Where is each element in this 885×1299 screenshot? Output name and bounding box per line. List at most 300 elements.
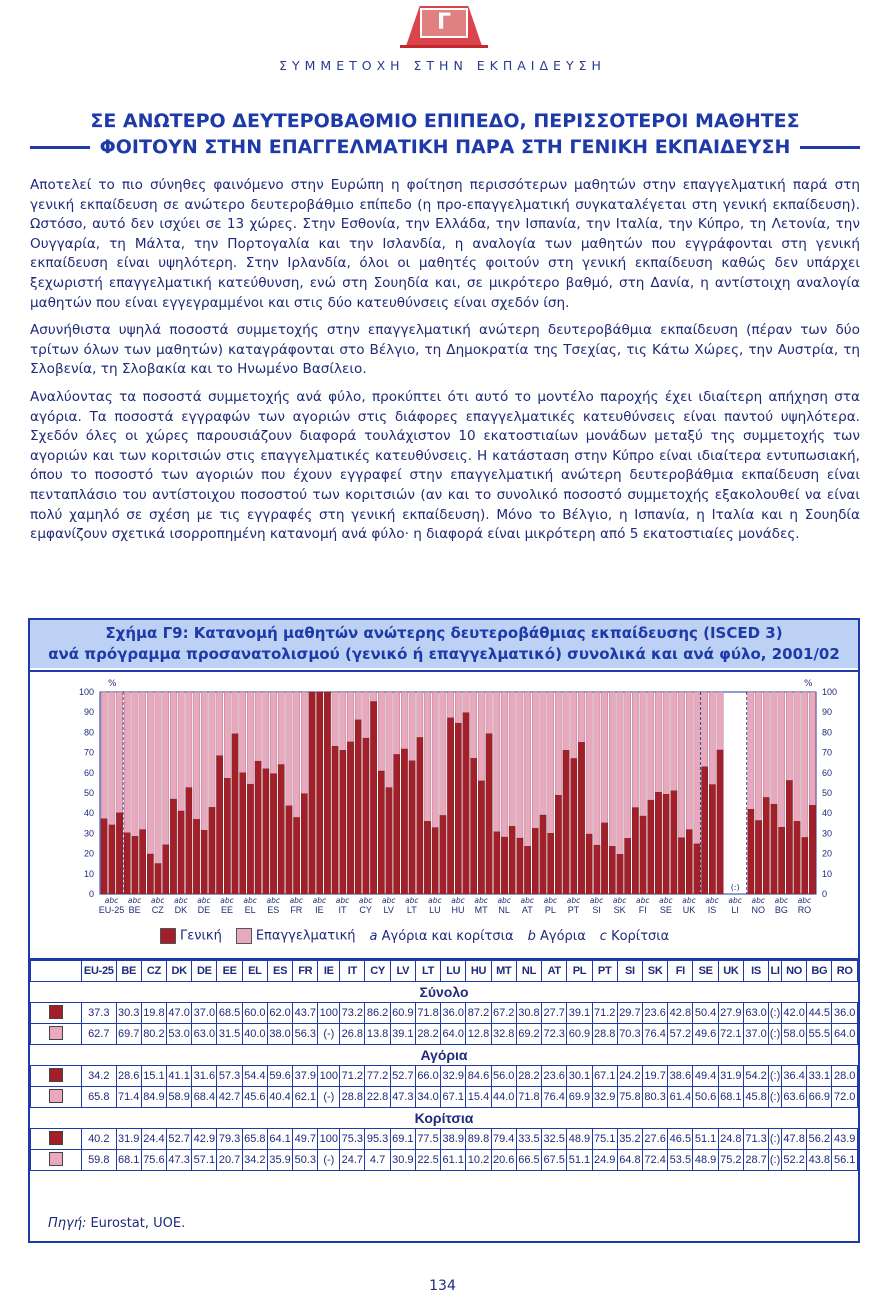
table-cell: 24.8 bbox=[718, 1129, 743, 1150]
table-cell: 34.2 bbox=[242, 1150, 267, 1171]
bar-general bbox=[586, 834, 592, 894]
table-cell: 69.1 bbox=[390, 1129, 415, 1150]
table-cell: 52.7 bbox=[167, 1129, 192, 1150]
bar-general bbox=[247, 784, 253, 894]
table-cell: 27.7 bbox=[542, 1003, 567, 1024]
table-cell: 15.1 bbox=[141, 1066, 166, 1087]
table-cell: 28.0 bbox=[832, 1066, 858, 1087]
bar-general bbox=[378, 771, 384, 894]
table-cell: 33.5 bbox=[516, 1129, 541, 1150]
table-cell: 89.8 bbox=[466, 1129, 491, 1150]
table-cell: 56.2 bbox=[807, 1129, 832, 1150]
abc-label: abc bbox=[220, 896, 234, 905]
y-tick-label-right: 40 bbox=[822, 808, 833, 819]
bar-general bbox=[240, 773, 246, 894]
y-tick-label-left: 80 bbox=[83, 727, 94, 738]
table-cell: 71.8 bbox=[415, 1003, 440, 1024]
table-cell: 47.3 bbox=[390, 1087, 415, 1108]
table-cell: 53.5 bbox=[668, 1150, 693, 1171]
bar-general bbox=[655, 792, 661, 894]
table-cell: 75.1 bbox=[592, 1129, 617, 1150]
table-cell: 40.2 bbox=[82, 1129, 117, 1150]
y-tick-label-right: 30 bbox=[822, 828, 833, 839]
series-marker bbox=[31, 1129, 82, 1150]
table-cell: 44.5 bbox=[807, 1003, 832, 1024]
bar-general bbox=[640, 816, 646, 894]
x-tick-label: EU-25 bbox=[98, 905, 125, 915]
bar-general bbox=[394, 754, 400, 894]
table-cell: 86.2 bbox=[365, 1003, 390, 1024]
table-cell: 31.5 bbox=[217, 1024, 242, 1045]
table-cell: 37.0 bbox=[192, 1003, 217, 1024]
abc-label: abc bbox=[335, 896, 350, 905]
column-header: SI bbox=[617, 961, 642, 982]
bar-general bbox=[755, 820, 761, 894]
column-header: ES bbox=[267, 961, 292, 982]
table-cell: 54.2 bbox=[743, 1066, 768, 1087]
column-header: MT bbox=[491, 961, 516, 982]
column-header: EL bbox=[242, 961, 267, 982]
table-cell: 46.5 bbox=[668, 1129, 693, 1150]
bar-general bbox=[324, 692, 330, 894]
abc-label: abc bbox=[566, 896, 581, 905]
table-cell: 49.4 bbox=[693, 1066, 718, 1087]
table-cell: 58.0 bbox=[782, 1024, 807, 1045]
general-swatch-icon bbox=[49, 1068, 63, 1082]
table-corner bbox=[31, 961, 82, 982]
table-cell: 23.6 bbox=[643, 1003, 668, 1024]
chapter-tab bbox=[406, 6, 482, 46]
bar-general bbox=[340, 750, 346, 894]
bar-general bbox=[802, 837, 808, 894]
x-tick-label: UK bbox=[682, 905, 696, 915]
bar-general bbox=[293, 817, 299, 894]
table-cell: 35.9 bbox=[267, 1150, 292, 1171]
table-cell: 51.1 bbox=[567, 1150, 592, 1171]
bar-general bbox=[132, 836, 138, 894]
y-tick-label-right: 10 bbox=[822, 868, 833, 879]
legend-vocational: Επαγγελματική bbox=[236, 928, 356, 944]
table-cell: 26.8 bbox=[340, 1024, 365, 1045]
x-tick-label: DK bbox=[174, 905, 188, 915]
column-header: SE bbox=[693, 961, 718, 982]
table-cell: 40.4 bbox=[267, 1087, 292, 1108]
table-cell: 59.8 bbox=[82, 1150, 117, 1171]
bar-general bbox=[317, 692, 323, 894]
bar-general bbox=[686, 830, 692, 894]
bar-general bbox=[648, 800, 654, 894]
abc-label: abc bbox=[797, 896, 812, 905]
bar-general bbox=[255, 761, 261, 894]
bar-general bbox=[717, 750, 723, 894]
figure-title bbox=[30, 620, 858, 668]
table-cell: 32.9 bbox=[441, 1066, 466, 1087]
table-cell: 19.7 bbox=[643, 1066, 668, 1087]
table-cell: 37.0 bbox=[743, 1024, 768, 1045]
table-cell: 31.9 bbox=[116, 1129, 141, 1150]
table-cell: 68.5 bbox=[217, 1003, 242, 1024]
table-cell: 87.2 bbox=[466, 1003, 491, 1024]
bar-general bbox=[232, 734, 238, 894]
abc-label: abc bbox=[104, 896, 119, 905]
general-swatch-icon bbox=[49, 1131, 63, 1145]
bar-general bbox=[201, 830, 207, 894]
table-cell: 27.6 bbox=[643, 1129, 668, 1150]
table-cell: (-) bbox=[318, 1150, 340, 1171]
y-tick-label-right: 50 bbox=[822, 788, 833, 798]
abc-label: abc bbox=[243, 896, 257, 905]
y-tick-label-right: 80 bbox=[822, 727, 833, 738]
x-tick-label: NO bbox=[751, 905, 766, 915]
bar-general bbox=[578, 742, 584, 894]
table-cell: 61.1 bbox=[441, 1150, 466, 1171]
table-cell: 66.0 bbox=[415, 1066, 440, 1087]
bar-general bbox=[263, 769, 269, 894]
table-cell: 56.3 bbox=[293, 1024, 318, 1045]
y-tick-label-left: 100 bbox=[78, 687, 94, 697]
bar-general bbox=[417, 737, 423, 894]
table-cell: 62.0 bbox=[267, 1003, 292, 1024]
table-cell: 52.7 bbox=[390, 1066, 415, 1087]
table-cell: 34.2 bbox=[82, 1066, 117, 1087]
table-cell: 50.3 bbox=[293, 1150, 318, 1171]
table-cell: 54.4 bbox=[242, 1066, 267, 1087]
table-cell: 24.2 bbox=[617, 1066, 642, 1087]
figure-title-line-1: Σχήμα Γ9: Κατανομή μαθητών ανώτερης δευτεροβάθμιας εκπαίδευσης (ISCED 3) bbox=[105, 624, 783, 642]
table-cell: 70.3 bbox=[617, 1024, 642, 1045]
table-cell: 30.3 bbox=[116, 1003, 141, 1024]
table-cell: 24.9 bbox=[592, 1150, 617, 1171]
column-header: FR bbox=[293, 961, 318, 982]
table-cell: 79.4 bbox=[491, 1129, 516, 1150]
table-cell: 39.1 bbox=[567, 1003, 592, 1024]
table-cell: 100 bbox=[318, 1066, 340, 1087]
bar-general bbox=[478, 781, 484, 894]
table-cell: 79.3 bbox=[217, 1129, 242, 1150]
bar-general bbox=[386, 788, 392, 894]
table-cell: 64.0 bbox=[441, 1024, 466, 1045]
column-header: IE bbox=[318, 961, 340, 982]
bar-general bbox=[786, 780, 792, 894]
table-cell: 35.2 bbox=[617, 1129, 642, 1150]
table-cell: 75.3 bbox=[340, 1129, 365, 1150]
title-line-1: ΣΕ ΑΝΩΤΕΡΟ ΔΕΥΤΕΡΟΒΑΘΜΙΟ ΕΠΙΠΕΔΟ, ΠΕΡΙΣΣΟΤΕΡΟΙ ΜΑΘΗΤΕΣ bbox=[90, 110, 800, 132]
title-rule-right bbox=[800, 146, 860, 149]
data-table bbox=[30, 960, 858, 1171]
y-tick-label-left: 20 bbox=[83, 848, 94, 859]
table-cell: (:) bbox=[769, 1129, 782, 1150]
bar-general bbox=[694, 844, 700, 894]
series-marker bbox=[31, 1150, 82, 1171]
x-tick-label: BE bbox=[128, 905, 141, 915]
abc-label: abc bbox=[197, 896, 211, 905]
table-cell: 71.2 bbox=[340, 1066, 365, 1087]
abc-label: abc bbox=[451, 896, 465, 905]
series-marker bbox=[31, 1087, 82, 1108]
bar-general bbox=[471, 758, 477, 894]
bar-general bbox=[709, 785, 715, 894]
bar-general bbox=[671, 791, 677, 894]
table-cell: 36.4 bbox=[782, 1066, 807, 1087]
table-cell: (:) bbox=[769, 1024, 782, 1045]
abc-label: abc bbox=[520, 896, 535, 905]
table-cell: 68.1 bbox=[116, 1150, 141, 1171]
abc-label: abc bbox=[289, 896, 304, 905]
bar-general bbox=[363, 738, 369, 894]
x-tick-label: PT bbox=[567, 905, 580, 915]
table-cell: 48.9 bbox=[693, 1150, 718, 1171]
bar-general bbox=[278, 765, 284, 894]
table-cell: 76.4 bbox=[542, 1087, 567, 1108]
y-tick-label-left: 60 bbox=[83, 767, 94, 778]
vocational-swatch-icon bbox=[49, 1152, 63, 1166]
column-header: BE bbox=[116, 961, 141, 982]
table-cell: 50.6 bbox=[693, 1087, 718, 1108]
y-tick-label-left: 10 bbox=[83, 868, 94, 879]
table-cell: 63.0 bbox=[743, 1003, 768, 1024]
table-cell: 43.7 bbox=[293, 1003, 318, 1024]
table-cell: 57.3 bbox=[217, 1066, 242, 1087]
vocational-swatch-icon bbox=[49, 1089, 63, 1103]
table-cell: 29.7 bbox=[617, 1003, 642, 1024]
x-tick-label: EL bbox=[244, 905, 256, 915]
table-cell: 24.4 bbox=[141, 1129, 166, 1150]
bar-general bbox=[178, 811, 184, 894]
bar-general bbox=[501, 837, 507, 894]
page-title bbox=[30, 108, 860, 160]
table-cell: 32.5 bbox=[542, 1129, 567, 1150]
table-cell: 80.2 bbox=[141, 1024, 166, 1045]
y-tick-label-right: 20 bbox=[822, 848, 833, 859]
abc-label: abc bbox=[774, 896, 789, 905]
table-cell: 37.9 bbox=[293, 1066, 318, 1087]
table-cell: 20.6 bbox=[491, 1150, 516, 1171]
table-cell: (:) bbox=[769, 1087, 782, 1108]
column-header: HU bbox=[466, 961, 491, 982]
table-cell: 30.9 bbox=[390, 1150, 415, 1171]
abc-label: abc bbox=[474, 896, 488, 905]
table-cell: 38.6 bbox=[668, 1066, 693, 1087]
table-cell: 67.5 bbox=[542, 1150, 567, 1171]
table-cell: 100 bbox=[318, 1129, 340, 1150]
table-cell: 56.0 bbox=[491, 1066, 516, 1087]
bar-general bbox=[209, 807, 215, 894]
table-cell: 69.9 bbox=[567, 1087, 592, 1108]
table-cell: 28.7 bbox=[743, 1150, 768, 1171]
series-marker bbox=[31, 1024, 82, 1045]
y-tick-label-left: 30 bbox=[83, 828, 94, 839]
page-number: 134 bbox=[429, 1278, 456, 1294]
table-cell: 23.6 bbox=[542, 1066, 567, 1087]
table-cell: 19.8 bbox=[141, 1003, 166, 1024]
table-cell: 84.6 bbox=[466, 1066, 491, 1087]
column-header: DK bbox=[167, 961, 192, 982]
title-rule-left bbox=[30, 146, 90, 149]
general-swatch-icon bbox=[49, 1005, 63, 1019]
x-tick-label: LU bbox=[429, 905, 441, 915]
table-cell: 64.0 bbox=[832, 1024, 858, 1045]
paragraph: Αναλύοντας τα ποσοστά συμμετοχής ανά φύλο, προκύπτει ότι αυτό το μοντέλο παροχής έχει ιδιαίτερη απήχηση στα αγόρια. Τα ποσοστά εγγραφών των αγοριών στις διάφορες επαγγελματικές κατευθύνσεις είναι παντού υψηλότερα. Σχεδόν όλες οι χώρες παρουσιάζουν διαφορά τουλάχιστον 10 εκατοστιαίων μονάδων μεταξύ της συμμετοχής των αγοριών και των κοριτσιών στις επαγγελματικές κατευθύνσεις. Η κατάσταση στην Κύπρο είναι ιδιαίτερα εντυπωσιακή, όπου το ποσοστό των αγοριών που έχουν εγγραφεί στην επαγγελματική ανώτερη δευτεροβάθμια εκπαίδευση είναι πενταπλάσιο του αντίστοιχου ποσοστού των κοριτσιών (αν και το συνολικό ποσοστό συμμετοχής εξακολουθεί να είναι πολύ χαμηλό σε σχέση με τις εγγραφές στη γενική εκπαίδευση). Μόνο το Βέλγιο, η Ισπανία, η Ιταλία και η Σουηδία εμφανίζουν σχετικά ισορροπημένη κατανομή ανά φύλο· η διαφορά είναι μικρότερη από 5 εκατοστιαίες μονάδες. bbox=[30, 388, 860, 543]
table-cell: 33.1 bbox=[807, 1066, 832, 1087]
abc-label: abc bbox=[405, 896, 419, 905]
legend-general: Γενική bbox=[160, 928, 222, 944]
paragraph: Ασυνήθιστα υψηλά ποσοστά συμμετοχής στην επαγγελματική ανώτερη δευτεροβάθμια εκπαίδευση (πέραν των δύο τρίτων όλων των μαθητών) καταγράφονται στο Βέλγιο, τη Δημοκρατία της Τσεχίας, τις Κάτω Χώρες, την Αυστρία, τη Σλοβενία, τη Σλοβακία και το Ηνωμένο Βασίλειο. bbox=[30, 322, 860, 378]
bar-general bbox=[370, 701, 376, 894]
x-tick-label: CY bbox=[359, 905, 372, 915]
bar-general bbox=[625, 838, 631, 894]
column-header: RO bbox=[832, 961, 858, 982]
y-tick-label-left: 40 bbox=[83, 808, 94, 819]
table-cell: 52.2 bbox=[782, 1150, 807, 1171]
table-cell: 73.2 bbox=[340, 1003, 365, 1024]
table-cell: 68.4 bbox=[192, 1087, 217, 1108]
bar-general bbox=[147, 854, 153, 894]
bar-general bbox=[224, 778, 230, 894]
abc-label: abc bbox=[751, 896, 766, 905]
bar-general bbox=[555, 795, 561, 894]
y-unit-left: % bbox=[108, 679, 117, 689]
bar-general bbox=[286, 806, 292, 894]
bar-general bbox=[424, 821, 430, 894]
x-tick-label: PL bbox=[544, 905, 556, 915]
table-cell: 64.1 bbox=[267, 1129, 292, 1150]
table-cell: 58.9 bbox=[167, 1087, 192, 1108]
table-cell: 60.0 bbox=[242, 1003, 267, 1024]
table-cell: (:) bbox=[769, 1150, 782, 1171]
bar-general bbox=[447, 718, 453, 894]
table-cell: 62.7 bbox=[82, 1024, 117, 1045]
bar-general bbox=[571, 758, 577, 894]
source-note: Πηγή: Eurostat, UOE. bbox=[48, 1216, 186, 1231]
y-tick-label-left: 70 bbox=[83, 747, 94, 758]
table-cell: 63.0 bbox=[192, 1024, 217, 1045]
table-cell: 100 bbox=[318, 1003, 340, 1024]
y-tick-label-left: 50 bbox=[83, 788, 94, 798]
x-tick-label: MT bbox=[474, 905, 488, 915]
bar-general bbox=[532, 828, 538, 894]
table-cell: 49.6 bbox=[693, 1024, 718, 1045]
x-tick-label: FR bbox=[290, 905, 303, 915]
x-tick-label: SK bbox=[613, 905, 626, 915]
column-header: LI bbox=[769, 961, 782, 982]
group-header: Αγόρια bbox=[31, 1045, 858, 1066]
abc-label: abc bbox=[659, 896, 673, 905]
bar-general bbox=[748, 809, 754, 894]
bar-general bbox=[509, 826, 515, 894]
bar-general bbox=[794, 821, 800, 894]
table-cell: 75.6 bbox=[141, 1150, 166, 1171]
table-cell: 32.8 bbox=[491, 1024, 516, 1045]
table-cell: (:) bbox=[769, 1066, 782, 1087]
x-tick-label: IS bbox=[707, 905, 717, 915]
table-cell: 45.6 bbox=[242, 1087, 267, 1108]
abc-label: abc bbox=[428, 896, 442, 905]
series-marker bbox=[31, 1003, 82, 1024]
x-tick-label: ES bbox=[267, 905, 280, 915]
table-cell: 48.9 bbox=[567, 1129, 592, 1150]
table-cell: 13.8 bbox=[365, 1024, 390, 1045]
table-cell: 80.3 bbox=[643, 1087, 668, 1108]
vocational-swatch-icon bbox=[49, 1026, 63, 1040]
bar-general bbox=[186, 788, 192, 894]
bar-general bbox=[540, 815, 546, 894]
column-header: PT bbox=[592, 961, 617, 982]
table-cell: 57.1 bbox=[192, 1150, 217, 1171]
bar-general bbox=[109, 825, 115, 894]
bar-general bbox=[494, 832, 500, 894]
table-cell: 41.1 bbox=[167, 1066, 192, 1087]
x-tick-label: IE bbox=[315, 905, 324, 915]
bar-general bbox=[124, 833, 130, 894]
table-cell: 45.8 bbox=[743, 1087, 768, 1108]
table-cell: 12.8 bbox=[466, 1024, 491, 1045]
column-header: SK bbox=[643, 961, 668, 982]
table-cell: 47.3 bbox=[167, 1150, 192, 1171]
y-tick-label-right: 0 bbox=[822, 889, 828, 899]
abc-label: abc bbox=[174, 896, 188, 905]
column-header: BG bbox=[807, 961, 832, 982]
column-header: NO bbox=[782, 961, 807, 982]
stacked-bar-chart bbox=[30, 672, 858, 958]
column-header: EU-25 bbox=[82, 961, 117, 982]
table-cell: 56.1 bbox=[832, 1150, 858, 1171]
section-heading: ΣΥΜΜΕΤΟΧΗ ΣΤΗΝ ΕΚΠΑΙΔΕΥΣΗ bbox=[279, 58, 606, 73]
abc-label: abc bbox=[497, 896, 511, 905]
legend-a: a Αγόρια και κορίτσια bbox=[369, 928, 514, 944]
table-cell: 39.1 bbox=[390, 1024, 415, 1045]
tab-underline bbox=[400, 45, 488, 48]
table-cell: 42.9 bbox=[192, 1129, 217, 1150]
abc-label: abc bbox=[543, 896, 558, 905]
bar-general bbox=[139, 830, 145, 894]
legend-c: c Κορίτσια bbox=[599, 928, 670, 944]
column-header: FI bbox=[668, 961, 693, 982]
bar-general bbox=[463, 713, 469, 894]
y-tick-label-right: 100 bbox=[822, 687, 838, 697]
x-tick-label: SI bbox=[592, 905, 601, 915]
table-cell: 47.8 bbox=[782, 1129, 807, 1150]
legend-b: b Αγόρια bbox=[527, 928, 586, 944]
abc-label: abc bbox=[682, 896, 696, 905]
column-header: LV bbox=[390, 961, 415, 982]
table-cell: 64.8 bbox=[617, 1150, 642, 1171]
y-tick-label-right: 90 bbox=[822, 707, 833, 718]
column-header: UK bbox=[718, 961, 743, 982]
bar-general bbox=[170, 799, 176, 894]
x-tick-label: DE bbox=[197, 905, 211, 915]
abc-label: abc bbox=[589, 896, 604, 905]
table-cell: 67.1 bbox=[592, 1066, 617, 1087]
table-cell: 30.8 bbox=[516, 1003, 541, 1024]
table-cell: 37.3 bbox=[82, 1003, 117, 1024]
column-header: CZ bbox=[141, 961, 166, 982]
body-text bbox=[30, 176, 860, 553]
x-tick-label: LI bbox=[731, 905, 739, 915]
x-tick-label: BG bbox=[774, 905, 788, 915]
x-tick-label: EE bbox=[221, 905, 234, 915]
table-cell: 66.9 bbox=[807, 1087, 832, 1108]
table-cell: 60.9 bbox=[390, 1003, 415, 1024]
table-cell: 65.8 bbox=[242, 1129, 267, 1150]
group-header: Κορίτσια bbox=[31, 1108, 858, 1129]
group-header: Σύνολο bbox=[31, 982, 858, 1003]
bar-general bbox=[609, 846, 615, 894]
column-header: CY bbox=[365, 961, 390, 982]
abc-label: abc bbox=[266, 896, 280, 905]
x-tick-label: CZ bbox=[151, 905, 164, 915]
table-cell: (-) bbox=[318, 1024, 340, 1045]
table-cell: 68.1 bbox=[718, 1087, 743, 1108]
